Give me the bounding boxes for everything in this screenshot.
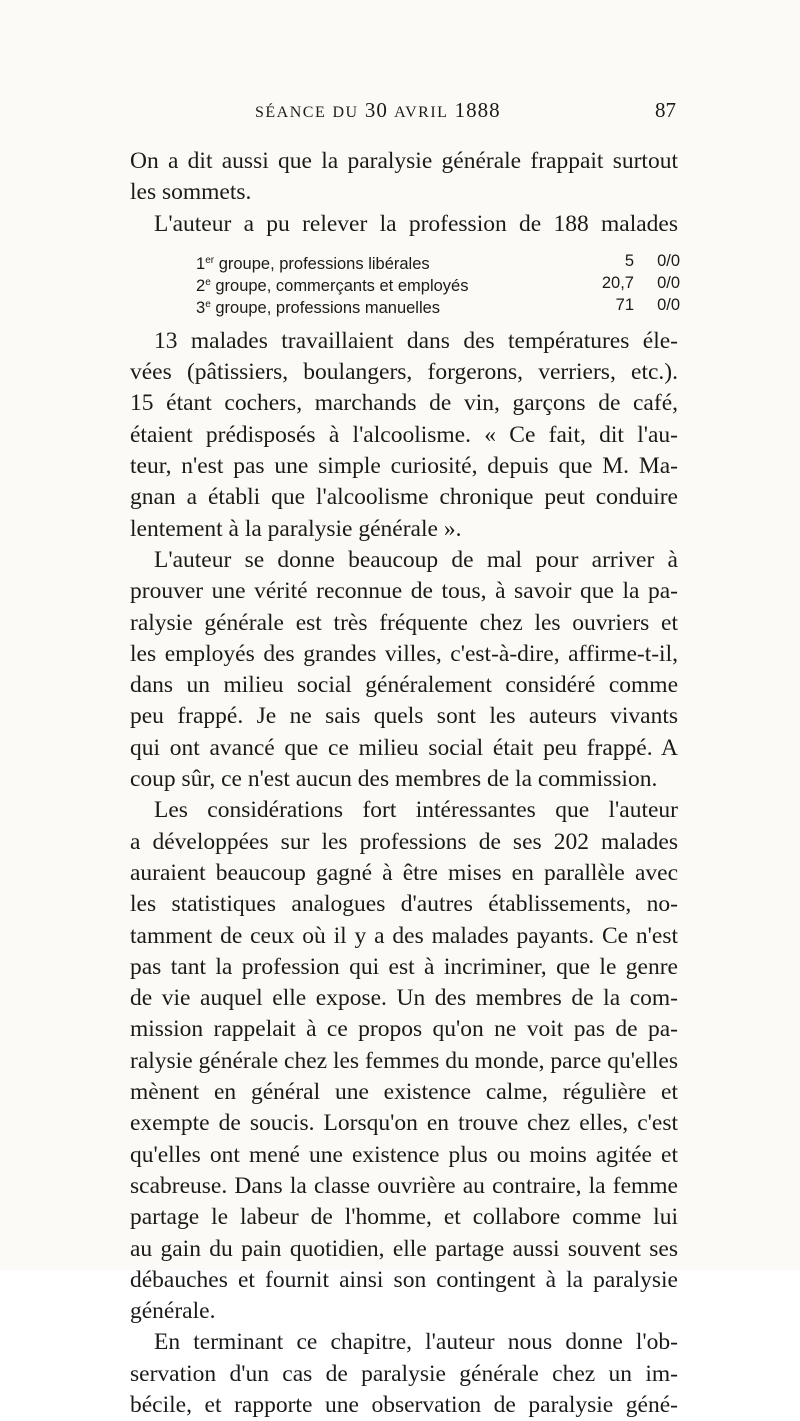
text-line: coup sûr, ce n'est aucun des membres de la commission. (130, 766, 658, 793)
text-line: bécile, et rapporte une observation de paralysie géné- (130, 1391, 678, 1418)
text-line: lentement à la paralysie générale ». (130, 515, 462, 542)
page-number: 87 (655, 98, 676, 122)
table-row (196, 250, 680, 272)
text-line: 13 malades travaillaient dans des températures éle- (154, 327, 678, 354)
text-line: On a dit aussi que la paralysie générale frappait surtout (130, 148, 678, 174)
table-label (196, 250, 572, 272)
text-line: les employés des grandes villes, c'est-à-dire, affirme-t-il, (130, 640, 678, 667)
seance-word: SÉANCE (255, 104, 327, 121)
text-line: exempte de soucis. Lorsqu'on en trouve chez elles, c'est (130, 1110, 678, 1137)
text-line: scabreuse. Dans la classe ouvrière au contraire, la femme (130, 1172, 678, 1199)
year-number: 1888 (454, 98, 501, 122)
running-head (130, 98, 678, 128)
table-value: 71 (615, 295, 634, 314)
text-line: peu frappé. Je ne sais quels sont les auteurs vivants (130, 703, 678, 730)
text-line: ralysie générale est très fréquente chez les ouvriers et (130, 609, 678, 636)
paragraph-2 (130, 209, 678, 240)
body-text (130, 146, 678, 1421)
paragraph-5 (130, 795, 678, 1327)
table-value: 20,7 (601, 273, 634, 292)
group-label: groupe, commerçants et employés (215, 276, 469, 295)
month-word: AVRIL (394, 104, 449, 121)
text-line: servation d'un cas de paralysie générale chez un im- (130, 1360, 678, 1387)
paragraph-6 (130, 1327, 678, 1421)
text-line: mènent en général une existence calme, régulière et (130, 1079, 678, 1106)
paragraph-1 (130, 146, 678, 209)
day-number: 30 (364, 98, 388, 122)
du-word: DU (332, 104, 359, 121)
paragraph-4 (130, 545, 678, 795)
table-unit: 0/0 (657, 251, 680, 270)
text-line: étaient prédisposés à l'alcoolisme. « Ce fait, dit l'au- (130, 421, 678, 448)
group-ordinal: 1er (196, 254, 215, 273)
group-ordinal: 3e (196, 298, 211, 317)
table-label (196, 272, 572, 294)
text-line: prouver une vérité reconnue de tous, à savoir que la pa- (130, 578, 678, 605)
text-line: gnan a établi que l'alcoolisme chronique peut conduire (130, 484, 678, 511)
profession-table (130, 250, 680, 316)
text-line: tamment de ceux où il y a des malades payants. Ce n'est (130, 922, 678, 949)
text-line: les sommets. (130, 179, 252, 206)
table-row (196, 272, 680, 294)
group-ordinal: 2e (196, 276, 211, 295)
group-label: groupe, professions manuelles (215, 298, 441, 317)
text-line: dans un milieu social généralement considéré comme (130, 672, 678, 699)
text-line: qu'elles ont mené une existence plus ou moins agitée et (130, 1141, 678, 1168)
text-line: partage le labeur de l'homme, et collabore comme lui (130, 1204, 678, 1231)
text-line: pas tant la profession qui est à incriminer, que le genre (130, 953, 678, 980)
text-line: de vie auquel elle expose. Un des membres de la com- (130, 985, 678, 1012)
text-line: L'auteur se donne beaucoup de mal pour arriver à (154, 546, 678, 573)
text-line: qui ont avancé que ce milieu social était peu frappé. A (130, 734, 678, 761)
table-label (196, 294, 572, 316)
group-label: groupe, professions libérales (218, 254, 430, 273)
text-line: 15 étant cochers, marchands de vin, garçons de café, (130, 390, 678, 417)
text-line: mission rappelait à ce propos qu'on ne voit pas de pa- (130, 1016, 678, 1043)
text-line: ralysie générale chez les femmes du monde, parce qu'elles (130, 1047, 678, 1074)
text-line: débauches et fournit ainsi son contingent à la paralysie (130, 1266, 678, 1293)
text-line: vées (pâtissiers, boulangers, forgerons, verriers, etc.). (130, 359, 678, 386)
text-line: teur, n'est pas une simple curiosité, depuis que M. Ma- (130, 453, 678, 480)
text-line: au gain du pain quotidien, elle partage aussi souvent ses (130, 1235, 678, 1262)
text-line: L'auteur a pu relever la profession de 188 malades (154, 210, 678, 237)
text-line: a développées sur les professions de ses 202 malades (130, 828, 678, 855)
text-line: En terminant ce chapitre, l'auteur nous donne l'ob- (154, 1329, 678, 1356)
text-line: les statistiques analogues d'autres établissements, no- (130, 891, 678, 918)
running-title (255, 98, 501, 123)
table-row (196, 294, 680, 316)
text-line: Les considérations fort intéressantes que l'auteur (154, 797, 678, 824)
table-unit: 0/0 (657, 295, 680, 314)
text-line: générale. (130, 1298, 216, 1325)
table-value: 5 (624, 251, 634, 270)
paragraph-3 (130, 326, 678, 545)
text-line: auraient beaucoup gagné à être mises en parallèle avec (130, 859, 678, 886)
table-unit: 0/0 (657, 273, 680, 292)
